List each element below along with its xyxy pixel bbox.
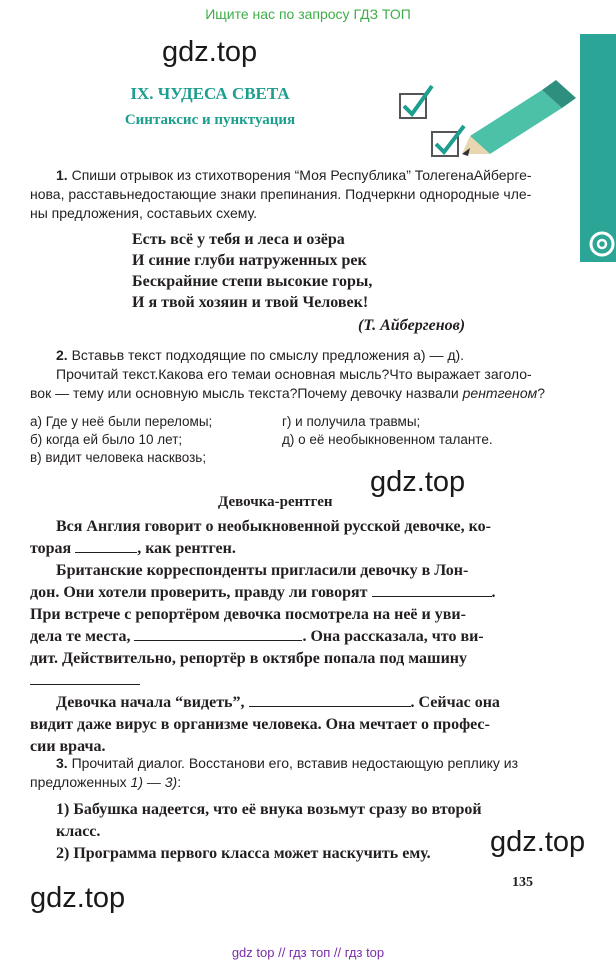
story-text [30, 516, 560, 758]
text-fragment: . Сейчас она [410, 694, 500, 711]
bottom-links[interactable]: gdz top // гдз топ // гдз top [231, 945, 385, 960]
watermark: gdz.top [162, 36, 258, 68]
italic-fragment: 1) — 3) [130, 774, 178, 790]
fill-blank[interactable] [30, 672, 140, 685]
watermark: gdz.top [370, 466, 466, 498]
watermark: gdz.top [30, 882, 126, 914]
top-banner[interactable]: Ищите нас по запросу ГДЗ ТОП [205, 6, 411, 22]
dialog-line: 1) Бабушка надеется, что её внука возьмут сразу во второй [56, 801, 482, 818]
options-left [30, 413, 212, 467]
option-item: д) о её необыкновенном таланте. [282, 432, 493, 447]
option-item: г) и получила травмы; [282, 414, 421, 429]
text-line: Спиши отрывок из стихотворения “Моя Республика” ТолегенаАйберге- [71, 167, 532, 183]
dialog-line: класс. [56, 823, 101, 840]
spiral-icon [580, 34, 616, 262]
text-line: ны предложения, составьих схему. [30, 205, 258, 221]
poem-line: И синие глуби натруженных рек [132, 252, 367, 269]
poem-line: И я твой хозяин и твой Человек! [132, 294, 369, 311]
fill-blank[interactable] [249, 694, 411, 707]
text-line: вок — тему или основную мысль текста?Почему девочку назвали [30, 385, 459, 401]
text-line: Прочитай диалог. Восстанови его, вставив недостающую реплику из [71, 755, 519, 771]
text-title: Девочка-рентген [218, 494, 333, 510]
text-line: Вся Англия говорит о необыкновенной русской девочке, ко- [56, 518, 491, 535]
poem-line: Есть всё у тебя и леса и озёра [132, 231, 345, 248]
italic-word: рентгеном [462, 385, 538, 401]
text-fragment: дон. Они хотели проверить, правду ли говорят [30, 584, 368, 601]
page-number: 135 [512, 875, 533, 890]
option-item: а) Где у неё были переломы; [30, 414, 213, 429]
side-tab [580, 34, 616, 262]
task-number: 2. [56, 347, 68, 363]
text-fragment: торая [30, 540, 72, 557]
text-line: Британские корреспонденты пригласили девочку в Лон- [56, 562, 469, 579]
text-line: При встрече с репортёром девочка посмотрела на неё и уви- [30, 606, 466, 623]
text-fragment: : [177, 774, 182, 790]
text-fragment: . Она рассказала, что ви- [302, 628, 484, 645]
poem-line: Бескрайние степи высокие горы, [132, 273, 373, 290]
chapter-title: IX. ЧУДЕСА СВЕТА [130, 84, 290, 103]
task-number: 3. [56, 755, 68, 771]
fill-blank[interactable] [372, 584, 492, 597]
fill-blank[interactable] [75, 540, 137, 553]
options-right [282, 413, 493, 449]
text-line: нова, расставьнедостающие знаки препинания. Подчеркни однородные чле- [30, 186, 532, 202]
text-line: дит. Действительно, репортёр в октябре попала под машину [30, 650, 467, 667]
text-fragment: предложенных [30, 774, 127, 790]
poem-author: (Т. Айбергенов) [358, 317, 466, 334]
punctuation: ? [537, 385, 545, 401]
watermark: gdz.top [490, 826, 586, 858]
task-1-instruction [30, 166, 560, 223]
fill-blank[interactable] [134, 628, 302, 641]
text-fragment: , как рентген. [137, 540, 236, 557]
chapter-subtitle: Синтаксис и пунктуация [124, 112, 296, 128]
task-number: 1. [56, 167, 68, 183]
option-item: б) когда ей было 10 лет; [30, 432, 183, 447]
text-fragment: дела те места, [30, 628, 131, 645]
text-line: Прочитай текст.Какова его темаи основная мысль?Что выражает заголо- [56, 366, 532, 382]
text-line: сии врача. [30, 738, 106, 755]
text-line: видит даже вирус в организме человека. Она мечтает о профес- [30, 716, 490, 733]
task-3-instruction [30, 754, 560, 792]
dialog-items [56, 799, 556, 865]
task-2-instruction [30, 346, 560, 403]
text-fragment: . [491, 584, 496, 601]
dialog-line: 2) Программа первого класса может наскучить ему. [56, 845, 431, 862]
text-line: Вставьв текст подходящие по смыслу предложения а) — д). [71, 347, 465, 363]
text-fragment: Девочка начала “видеть”, [56, 694, 245, 711]
option-item: в) видит человека насквозь; [30, 450, 207, 465]
